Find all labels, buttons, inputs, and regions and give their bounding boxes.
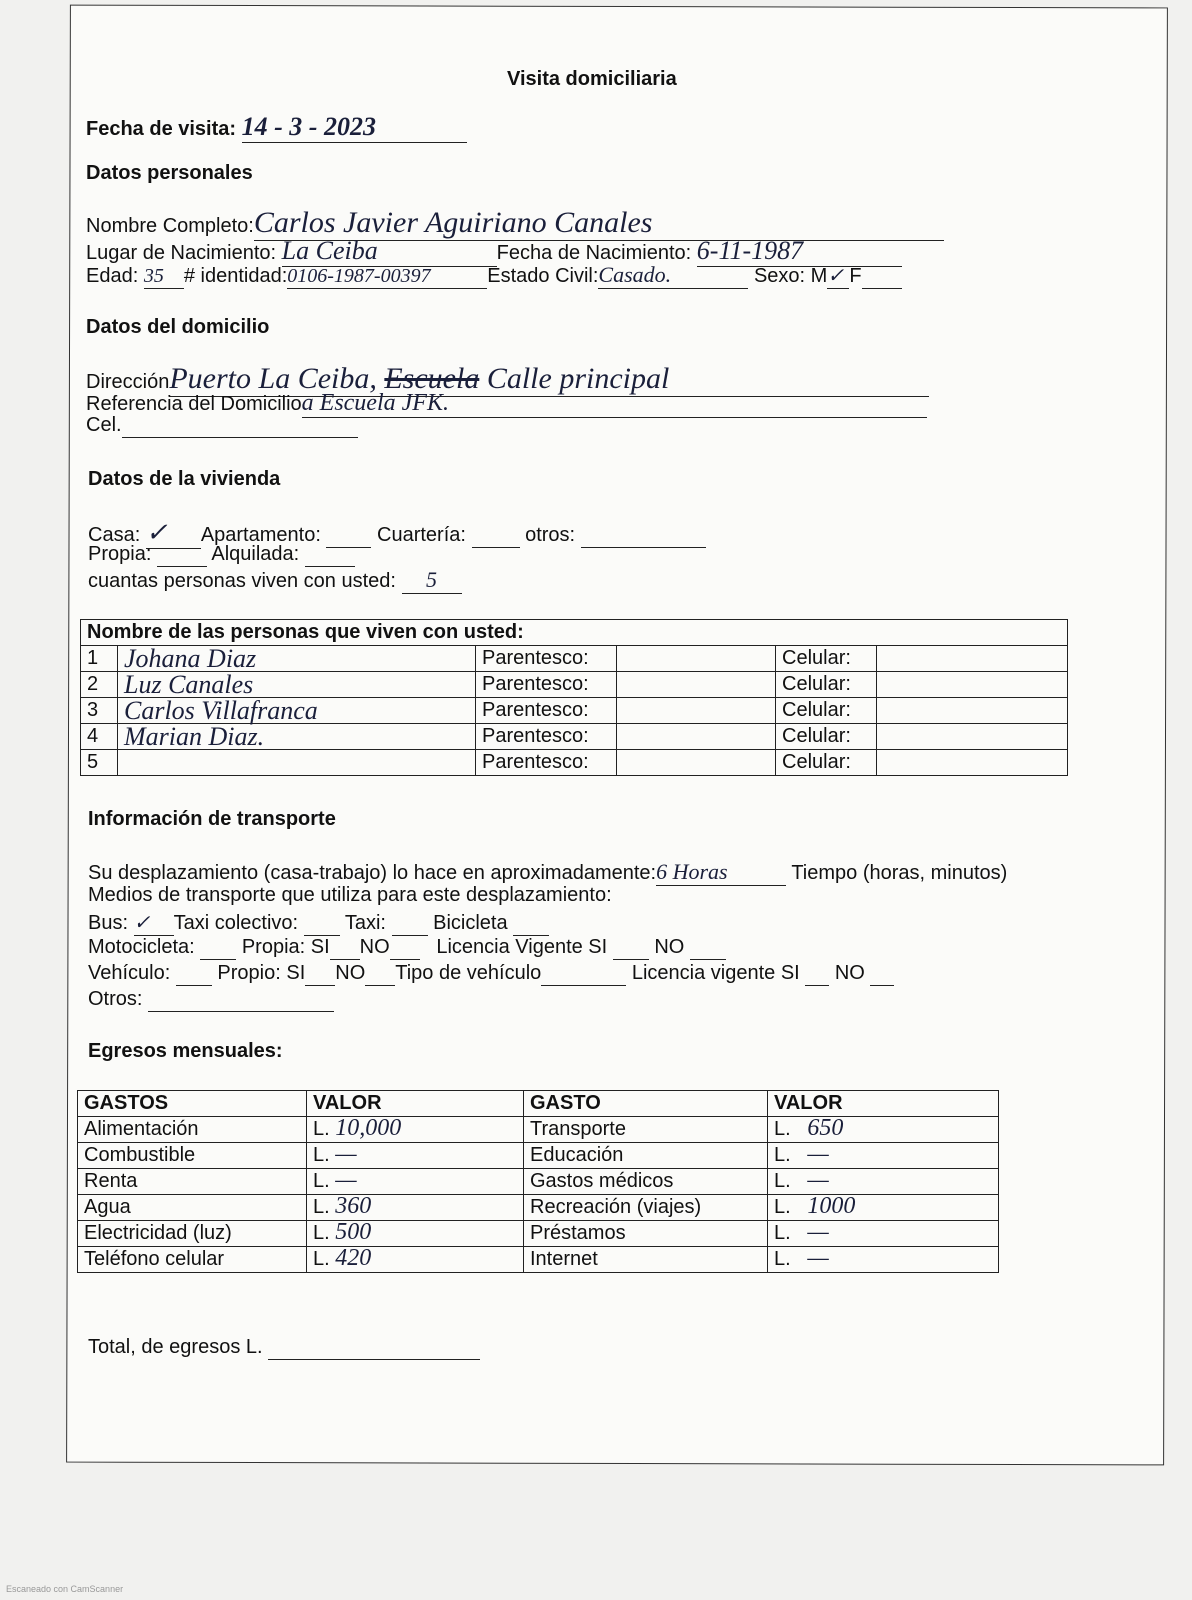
row-number: 3 <box>81 698 118 724</box>
valor-cell[interactable] <box>768 1117 999 1143</box>
bus-label: Bus: <box>88 912 129 934</box>
parentesco-field[interactable] <box>617 646 776 672</box>
valor-cell[interactable] <box>768 1247 999 1273</box>
vehiculo-licencia-si[interactable] <box>805 962 829 986</box>
cuarteria-label: Cuartería: <box>377 524 466 546</box>
row-number: 4 <box>81 724 118 750</box>
taxi-colectivo-field[interactable] <box>304 912 340 936</box>
sexo-label: Sexo: M <box>753 265 828 287</box>
moto-licencia-no[interactable] <box>690 936 726 960</box>
desplazamiento-label: Su desplazamiento (casa-trabajo) lo hace en aproximadamente: <box>88 862 657 884</box>
valor-cell[interactable] <box>768 1169 999 1195</box>
direccion-part-1: Puerto La Ceiba, <box>169 362 377 395</box>
fecha-visita <box>86 112 467 143</box>
section-domicilio: Datos del domicilio <box>86 316 270 338</box>
gasto-label: Electricidad (luz) <box>78 1221 307 1247</box>
valor-value: 1000 <box>807 1193 856 1219</box>
celular-label: Celular: <box>776 750 877 776</box>
alquilada-label: Alquilada: <box>211 543 300 565</box>
row-number: 1 <box>81 646 118 672</box>
personas-table-header: Nombre de las personas que viven con usted: <box>81 620 1068 646</box>
nombre-label: Nombre Completo: <box>86 215 254 237</box>
valor-cell[interactable] <box>768 1221 999 1247</box>
propia-label: Propia: <box>88 543 152 565</box>
parentesco-label: Parentesco: <box>476 646 617 672</box>
currency: L. <box>313 1248 330 1270</box>
cuarteria-field[interactable] <box>472 524 520 548</box>
gasto-label: Teléfono celular <box>78 1247 307 1273</box>
currency: L. <box>774 1118 791 1140</box>
gasto-label: Agua <box>78 1195 307 1221</box>
lugar-value[interactable]: La Ceiba <box>282 236 497 267</box>
personas-value[interactable]: 5 <box>402 567 462 594</box>
valor-cell[interactable] <box>307 1117 524 1143</box>
gasto-label: Alimentación <box>78 1117 307 1143</box>
cel-field[interactable] <box>122 414 358 438</box>
gasto-label: Internet <box>524 1247 768 1273</box>
person-name[interactable]: Marian Diaz. <box>118 724 476 750</box>
fecha-visita-label: Fecha de visita: <box>86 118 237 140</box>
parentesco-field[interactable] <box>617 724 776 750</box>
direccion-part-2: Calle principal <box>486 362 670 395</box>
edad-label: Edad: <box>86 265 139 287</box>
tipo-vehiculo-field[interactable] <box>541 962 626 986</box>
parentesco-field[interactable] <box>617 750 776 776</box>
otros-field[interactable] <box>581 524 706 548</box>
scanner-watermark: Escaneado con CamScanner <box>6 1584 124 1594</box>
otros-transporte-row <box>88 988 334 1012</box>
taxi-field[interactable] <box>392 912 428 936</box>
tiempo-label: Tiempo (horas, minutos) <box>791 862 1008 884</box>
currency: L. <box>313 1222 330 1244</box>
celular-label: Celular: <box>776 698 877 724</box>
valor-value: 10,000 <box>335 1115 402 1141</box>
moto-licencia-label: Licencia Vigente SI <box>436 936 608 958</box>
celular-field[interactable] <box>877 646 1068 672</box>
fecha-nac-label: Fecha de Nacimiento: <box>496 242 692 264</box>
apartamento-label: Apartamento: <box>200 524 321 546</box>
moto-propia-no[interactable] <box>390 936 420 960</box>
personas-label: cuantas personas viven con usted: <box>88 570 396 592</box>
direccion-struck: Escuela <box>384 362 480 395</box>
section-transporte: Información de transporte <box>88 808 336 830</box>
header-valor: VALOR <box>307 1091 524 1117</box>
fecha-visita-value[interactable]: 14 - 3 - 2023 <box>242 112 467 143</box>
currency: L. <box>774 1144 791 1166</box>
valor-value: — <box>807 1141 829 1167</box>
form-title: Visita domiciliaria <box>507 68 677 90</box>
row-number: 5 <box>81 750 118 776</box>
vehiculo-field[interactable] <box>176 962 212 986</box>
lugar-label: Lugar de Nacimiento: <box>86 242 277 264</box>
identidad-label: # identidad: <box>183 265 288 287</box>
vehiculo-licencia-no-label: NO <box>834 962 865 984</box>
person-name[interactable] <box>118 750 476 776</box>
desplazamiento-row <box>88 859 1007 886</box>
valor-value: 650 <box>807 1115 844 1141</box>
valor-cell[interactable] <box>768 1143 999 1169</box>
tipo-vehiculo-label: Tipo de vehículo <box>395 962 542 984</box>
valor-value: — <box>335 1167 357 1193</box>
valor-value: 360 <box>335 1193 372 1219</box>
person-name[interactable]: Carlos Villafranca <box>118 698 476 724</box>
vehiculo-licencia-no[interactable] <box>870 962 894 986</box>
section-datos-personales: Datos personales <box>86 162 253 184</box>
casa-label: Casa: <box>88 524 141 546</box>
alquilada-field[interactable] <box>305 543 355 567</box>
parentesco-label: Parentesco: <box>476 672 617 698</box>
table-row <box>78 1143 999 1169</box>
identidad-value[interactable]: 0106-1987-00397 <box>287 265 487 289</box>
gasto-label: Préstamos <box>524 1221 768 1247</box>
direccion-label: Dirección <box>86 371 170 393</box>
bus-row <box>88 910 549 936</box>
bus-check[interactable]: ✓ <box>134 910 174 936</box>
currency: L. <box>313 1144 330 1166</box>
section-egresos: Egresos mensuales: <box>88 1040 283 1062</box>
table-row <box>81 724 1068 750</box>
parentesco-field[interactable] <box>617 672 776 698</box>
row-number: 2 <box>81 672 118 698</box>
bicicleta-field[interactable] <box>513 912 549 936</box>
sexo-f-field[interactable] <box>862 265 902 289</box>
moto-licencia-no-label: NO <box>654 936 685 958</box>
celular-field[interactable] <box>877 750 1068 776</box>
cel-row <box>86 414 358 438</box>
parentesco-label: Parentesco: <box>476 724 617 750</box>
nombre-value[interactable]: Carlos Javier Aguiriano Canales <box>254 206 944 241</box>
bicicleta-label: Bicicleta <box>433 912 508 934</box>
celular-label: Celular: <box>776 672 877 698</box>
estado-label: Estado Civil: <box>487 265 599 287</box>
otros-transporte-field[interactable] <box>148 988 334 1012</box>
vehiculo-propio-no[interactable] <box>365 962 395 986</box>
moto-licencia-si[interactable] <box>613 936 649 960</box>
valor-cell[interactable] <box>768 1195 999 1221</box>
referencia-value[interactable]: a Escuela JFK. <box>302 390 927 418</box>
moto-propia-label: Propia: SI <box>241 936 330 958</box>
valor-cell[interactable] <box>307 1195 524 1221</box>
gasto-label: Gastos médicos <box>524 1169 768 1195</box>
currency: L. <box>313 1170 330 1192</box>
currency: L. <box>774 1222 791 1244</box>
personas-table <box>80 619 1068 776</box>
moto-propia-si[interactable] <box>330 936 360 960</box>
parentesco-label: Parentesco: <box>476 698 617 724</box>
currency: L. <box>774 1170 791 1192</box>
total-label: Total, de egresos L. <box>88 1336 263 1358</box>
valor-cell[interactable] <box>307 1247 524 1273</box>
table-row <box>78 1247 999 1273</box>
taxi-label: Taxi: <box>344 912 386 934</box>
otros-transporte-label: Otros: <box>88 988 143 1010</box>
celular-label: Celular: <box>776 646 877 672</box>
propia-row <box>88 543 355 567</box>
table-row <box>78 1221 999 1247</box>
taxi-colectivo-label: Taxi colectivo: <box>173 912 299 934</box>
desplazamiento-value[interactable]: 6 Horas <box>656 859 786 886</box>
valor-value: — <box>807 1245 829 1271</box>
casa-check[interactable]: ✓ <box>146 518 201 549</box>
table-row <box>81 698 1068 724</box>
celular-field[interactable] <box>877 698 1068 724</box>
gasto-label: Renta <box>78 1169 307 1195</box>
table-row <box>78 1117 999 1143</box>
vehiculo-row <box>88 962 894 986</box>
total-row <box>88 1336 480 1360</box>
currency: L. <box>774 1196 791 1218</box>
valor-value: — <box>335 1141 357 1167</box>
total-field[interactable] <box>268 1336 480 1360</box>
valor-value: 420 <box>335 1245 372 1271</box>
estado-value[interactable]: Casado. <box>598 262 748 289</box>
valor-cell[interactable] <box>307 1221 524 1247</box>
celular-label: Celular: <box>776 724 877 750</box>
section-vivienda: Datos de la vivienda <box>88 468 281 490</box>
celular-field[interactable] <box>877 724 1068 750</box>
currency: L. <box>774 1248 791 1270</box>
medios-label: Medios de transporte que utiliza para este desplazamiento: <box>88 884 612 906</box>
table-row <box>81 646 1068 672</box>
moto-row <box>88 936 726 960</box>
table-row <box>81 672 1068 698</box>
edad-value[interactable]: 35 <box>144 265 184 289</box>
propia-field[interactable] <box>157 543 207 567</box>
egresos-table <box>77 1090 999 1273</box>
currency: L. <box>313 1196 330 1218</box>
valor-value: — <box>807 1219 829 1245</box>
gasto-label: Transporte <box>524 1117 768 1143</box>
header-valor-2: VALOR <box>768 1091 999 1117</box>
vehiculo-licencia-label: Licencia vigente SI <box>631 962 800 984</box>
sexo-f-label: F <box>849 265 862 287</box>
person-name[interactable]: Johana Diaz <box>118 646 476 672</box>
celular-field[interactable] <box>877 672 1068 698</box>
vehiculo-propio-label: Propio: SI <box>217 962 306 984</box>
table-row <box>78 1169 999 1195</box>
gasto-label: Recreación (viajes) <box>524 1195 768 1221</box>
valor-value: 500 <box>335 1219 372 1245</box>
moto-field[interactable] <box>200 936 236 960</box>
gasto-label: Educación <box>524 1143 768 1169</box>
valor-cell[interactable] <box>307 1143 524 1169</box>
currency: L. <box>313 1118 330 1140</box>
header-gastos: GASTOS <box>78 1091 307 1117</box>
vehiculo-no-label: NO <box>335 962 366 984</box>
vehiculo-propio-si[interactable] <box>305 962 335 986</box>
fecha-nac-value[interactable]: 6-11-1987 <box>697 236 902 267</box>
valor-value: — <box>807 1167 829 1193</box>
cel-label: Cel. <box>86 414 122 436</box>
parentesco-field[interactable] <box>617 698 776 724</box>
header-gasto: GASTO <box>524 1091 768 1117</box>
referencia-label: Referencia del Domicilio <box>86 393 302 415</box>
moto-label: Motocicleta: <box>88 936 195 958</box>
moto-no-label: NO <box>359 936 390 958</box>
vehiculo-label: Vehículo: <box>88 962 171 984</box>
valor-cell[interactable] <box>307 1169 524 1195</box>
gasto-label: Combustible <box>78 1143 307 1169</box>
otros-label: otros: <box>525 524 576 546</box>
sexo-m-check[interactable]: ✓ <box>827 263 849 289</box>
table-row <box>78 1195 999 1221</box>
edad-row <box>86 262 902 289</box>
personas-row <box>88 567 462 594</box>
parentesco-label: Parentesco: <box>476 750 617 776</box>
person-name[interactable]: Luz Canales <box>118 672 476 698</box>
table-row <box>81 750 1068 776</box>
